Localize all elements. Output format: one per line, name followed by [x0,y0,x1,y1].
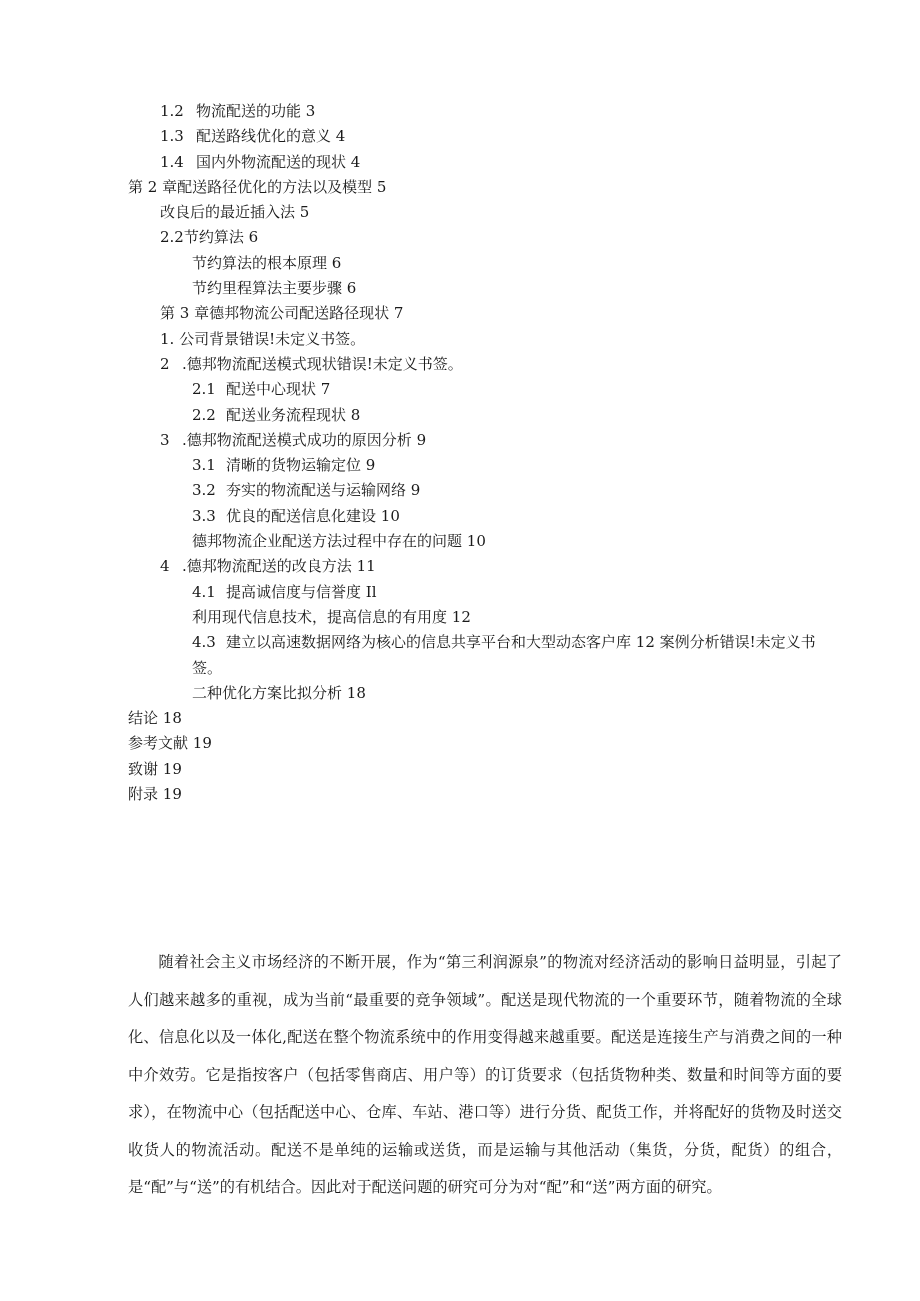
toc-entry[interactable] [0,504,920,529]
toc-entry-page: 6 [346,279,357,298]
toc-entry-number: 1.3 [160,127,184,146]
toc-entry-title: .德邦物流配送模式成功的原因分析 [182,430,412,449]
toc-entry-page: 5 [299,203,310,222]
toc-entry-page: 7 [320,380,331,399]
table-of-contents [0,99,920,807]
toc-entry-page: 7 [393,304,404,323]
toc-entry-title: 附录 [128,785,159,804]
body-paragraph: 随着社会主义市场经济的不断开展，作为“第三利润源泉”的物流对经济活动的影响日益明显，引起了人们越来越多的重视，成为当前“最重要的竞争领域”。配送是现代物流的一个重要环节，随着物流的全球化、信息化以及一体化,配送在整个物流系统中的作用变得越来越重要。配送是连接生产与消费之间的一种中介效劳。它是指按客户（包括零售商店、用户等）的订货要求（包括货物种类、数量和时间等方面的要求），在物流中心（包括配送中心、仓库、车站、港口等）进行分货、配货工作，并将配好的货物及时送交收货人的物流活动。配送不是单纯的运输或送货，而是运输与其他活动（集货，分货，配货）的组合，是“配”与“送”的有机结合。因此对于配送问题的研究可分为对“配”和“送”两方面的研究。 [128,953,842,1196]
toc-entry-number: 3.2 [192,481,216,500]
toc-entry-title: 第 2 章配送路径优化的方法以及模型 [128,177,373,196]
toc-entry[interactable] [0,99,920,124]
toc-entry-page: 5 [376,177,387,196]
toc-entry-number: 1. [160,329,175,348]
toc-entry[interactable] [0,731,920,756]
toc-entry-page: 4 [335,127,346,146]
toc-entry-number: 4 [160,557,170,576]
toc-entry[interactable] [0,403,920,428]
toc-entry[interactable] [0,352,920,377]
toc-entry-title: 配送路线优化的意义 [196,127,332,146]
toc-entry-title: 节约里程算法主要步骤 [192,279,343,298]
toc-entry[interactable] [0,276,920,301]
toc-entry[interactable] [0,377,920,402]
toc-entry[interactable] [0,681,920,706]
toc-entry-title: 致谢 [128,759,159,778]
toc-entry-title: 公司背景错误!未定义书签。 [179,329,366,348]
toc-entry[interactable] [0,605,920,630]
toc-entry-title: 物流配送的功能 [196,102,302,120]
toc-entry-number: 3.3 [192,506,216,525]
toc-entry-title: 配送业务流程现状 [226,405,347,424]
toc-entry-page: 12 [451,607,471,626]
toc-entry[interactable] [0,630,842,681]
toc-entry[interactable] [0,554,920,579]
toc-entry-title: 利用现代信息技术，提高信息的有用度 [192,607,448,626]
toc-entry-page: 19 [162,785,182,804]
toc-entry-page: 10 [380,506,400,525]
toc-entry[interactable] [0,251,920,276]
toc-entry[interactable] [0,150,920,175]
toc-entry-page: 6 [331,253,342,272]
toc-entry-page: 10 [466,532,486,551]
toc-entry-number: 1.2 [160,102,184,120]
toc-entry-chapter[interactable] [0,301,920,326]
toc-entry-title: .德邦物流配送模式现状错误!未定义书签。 [182,354,463,373]
toc-entry-page: 19 [192,734,212,753]
toc-entry-number: 2.2 [192,405,216,424]
toc-entry[interactable] [0,327,920,352]
toc-entry-page: 9 [365,456,376,475]
toc-entry-title: 德邦物流企业配送方法过程中存在的问题 [192,532,463,551]
toc-entry-page: 11 [356,557,376,576]
toc-entry[interactable] [0,453,920,478]
toc-entry-number: 3 [160,430,170,449]
toc-entry-page: 18 [162,709,182,728]
toc-entry-title: 清晰的货物运输定位 [226,456,362,475]
toc-entry-page: 8 [350,405,361,424]
toc-entry-title: 节约算法的根本原理 [192,253,328,272]
toc-entry-page: 9 [416,430,427,449]
toc-entry-title: 二种优化方案比拟分析 [192,683,343,702]
toc-entry-page: 18 [346,683,366,702]
toc-entry-title: 节约算法 [183,228,244,247]
toc-entry-number: 1.4 [160,152,184,171]
toc-entry-title: 夯实的物流配送与运输网络 [226,481,407,500]
toc-entry-number: 4.3 [192,633,216,652]
toc-entry[interactable] [0,428,920,453]
toc-entry-number: 4.1 [192,582,216,601]
toc-entry-page: Il [365,582,377,601]
toc-entry[interactable] [0,124,920,149]
toc-entry-page: 19 [162,759,182,778]
toc-entry[interactable] [0,529,920,554]
toc-entry-title: 提高诚信度与信誉度 [226,582,362,601]
toc-entry-title: 第 3 章德邦物流公司配送路径现状 [160,304,390,323]
toc-entry-page: 9 [410,481,421,500]
toc-entry-number: 2.2 [160,228,184,247]
toc-entry-number: 3.1 [192,456,216,475]
toc-entry-page: 3 [305,102,316,120]
toc-entry[interactable] [0,580,920,605]
toc-entry-page: 4 [350,152,361,171]
toc-entry-title: 改良后的最近插入法 [160,203,296,222]
toc-entry-number: 2.1 [192,380,216,399]
toc-entry-title: 参考文献 [128,734,189,753]
toc-entry-title: .德邦物流配送的改良方法 [182,557,352,576]
toc-entry-page: 6 [248,228,259,247]
toc-entry-number: 2 [160,354,170,373]
toc-entry[interactable] [0,200,920,225]
toc-entry[interactable] [0,757,920,782]
toc-entry[interactable] [0,225,920,250]
toc-entry-title: 配送中心现状 [226,380,317,399]
toc-entry-title: 优良的配送信息化建设 [226,506,377,525]
toc-entry-title: 建立以高速数据网络为核心的信息共享平台和大型动态客户库 12 案例分析错误!未定义书签。 [192,633,816,677]
toc-entry[interactable] [0,782,920,807]
toc-entry-chapter[interactable] [0,175,920,200]
toc-entry[interactable] [0,706,920,731]
toc-entry[interactable] [0,478,920,503]
toc-entry-title: 国内外物流配送的现状 [196,152,347,171]
toc-entry-title: 结论 [128,709,159,728]
